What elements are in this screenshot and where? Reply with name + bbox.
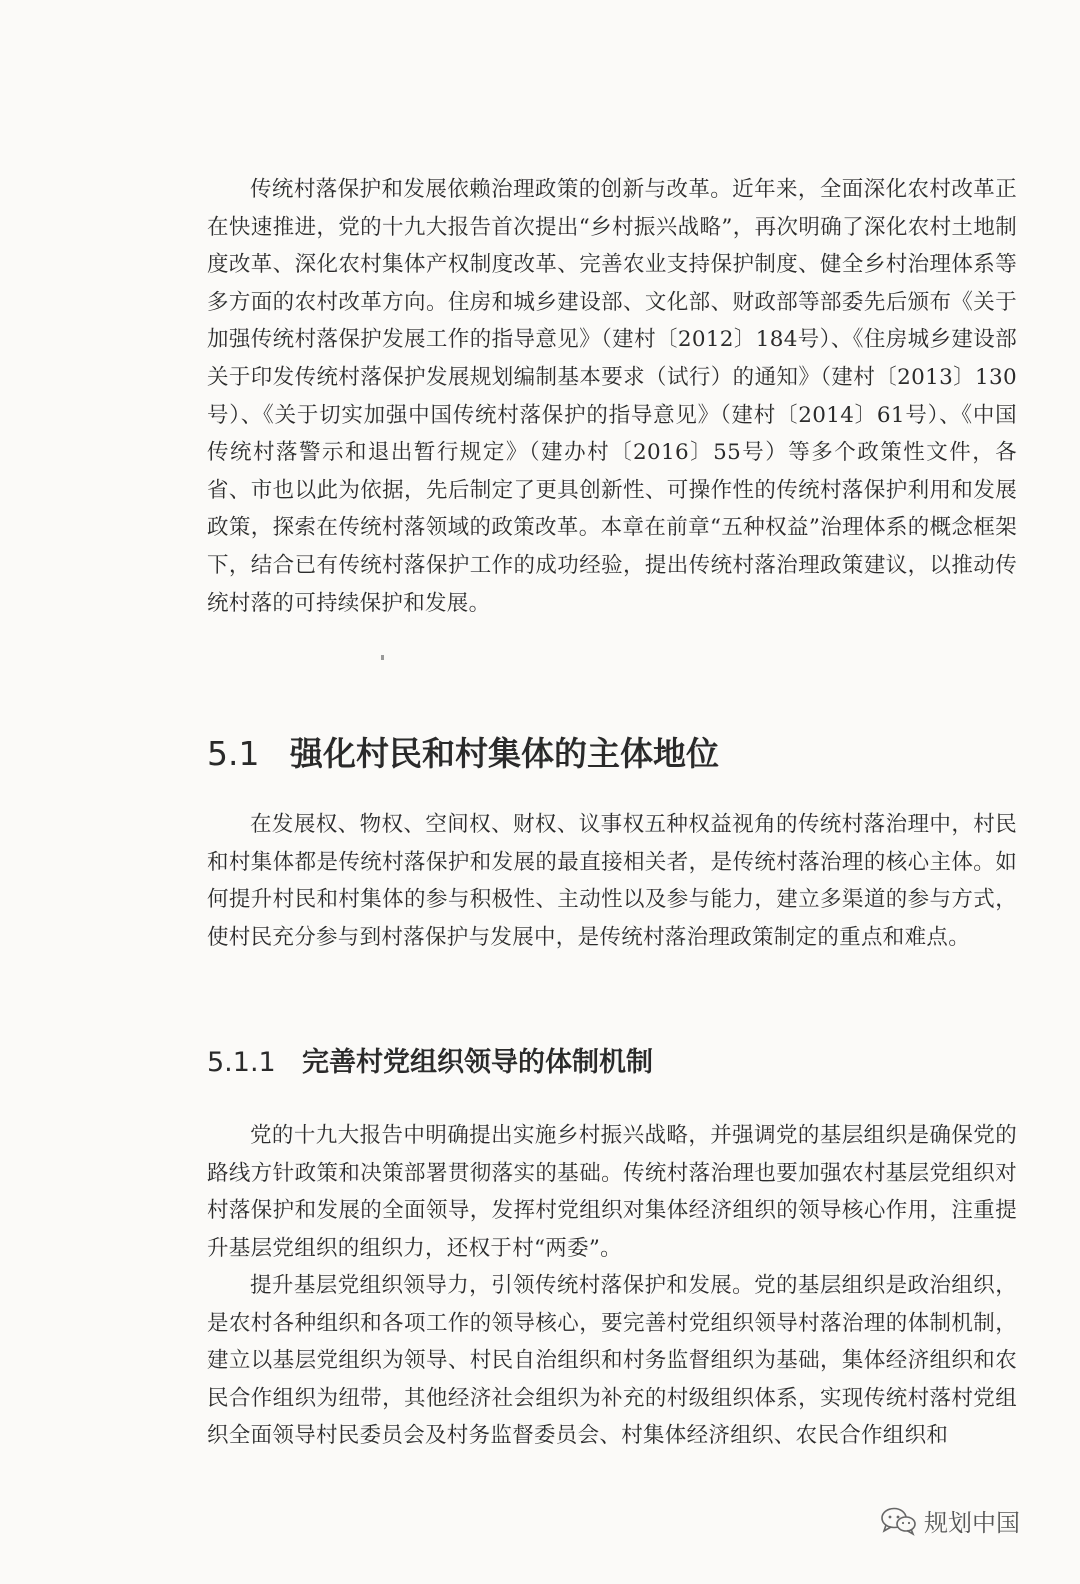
section-5-1-1-paragraph-2: 提升基层党组织领导力，引领传统村落保护和发展。党的基层组织是政治组织，是农村各种组织和各项工作的领导核心，要完善村党组织领导村落治理的体制机制，建立以基层党组织为领导、村民自治组织和村务监督组织为基础，集体经济组织和农民合作组织为纽带，其他经济社会组织为补充的村级组织体系，实现传统村落村党组织全面领导村民委员会及村务监督委员会、村集体经济组织、农民合作组织和 (207, 1273, 1017, 1449)
wechat-icon (880, 1506, 918, 1536)
watermark-text: 规划中国 (924, 1509, 1020, 1537)
section-title: 强化村民和村集体的主体地位 (290, 734, 719, 773)
scan-speck (381, 655, 384, 660)
section-5-1-paragraph: 在发展权、物权、空间权、财权、议事权五种权益视角的传统村落治理中，村民和村集体都是传统村落保护和发展的最直接相关者，是传统村落治理的核心主体。如何提升村民和村集体的参与积极性、主动性以及参与能力，建立多渠道的参与方式，使村民充分参与到村落保护与发展中，是传统村落治理政策制定的重点和难点。 (207, 812, 1017, 950)
intro-paragraph: 传统村落保护和发展依赖治理政策的创新与改革。近年来，全面深化农村改革正在快速推进，党的十九大报告首次提出“乡村振兴战略”，再次明确了深化农村土地制度改革、深化农村集体产权制度改革、完善农业支持保护制度、健全乡村治理体系等多方面的农村改革方向。住房和城乡建设部、文化部、财政部等部委先后颁布《关于加强传统村落保护发展工作的指导意见》（建村〔2012〕184号）、《住房城乡建设部关于印发传统村落保护发展规划编制基本要求（试行）的通知》（建村〔2013〕130号）、《关于切实加强中国传统村落保护的指导意见》（建村〔2014〕61号）、《中国传统村落警示和退出暂行规定》（建办村〔2016〕55号）等多个政策性文件，各省、市也以此为依据，先后制定了更具创新性、可操作性的传统村落保护利用和发展政策，探索在传统村落领域的政策改革。本章在前章“五种权益”治理体系的概念框架下，结合已有传统村落保护工作的成功经验，提出传统村落治理政策建议，以推动传统村落的可持续保护和发展。 (207, 177, 1017, 616)
subsection-number: 5.1.1 (207, 1047, 276, 1078)
subsection-title: 完善村党组织领导的体制机制 (302, 1047, 653, 1078)
section-5-1-1-paragraph-1: 党的十九大报告中明确提出实施乡村振兴战略，并强调党的基层组织是确保党的路线方针政策和决策部署贯彻落实的基础。传统村落治理也要加强农村基层党组织对村落保护和发展的全面领导，发挥村党组织对集体经济组织的领导核心作用，注重提升基层党组织的组织力，还权于村“两委”。 (207, 1123, 1017, 1261)
section-number: 5.1 (207, 734, 260, 773)
watermark (880, 1503, 1020, 1538)
section-heading-5-1-1 (207, 1040, 653, 1079)
section-heading-5-1 (207, 728, 719, 775)
